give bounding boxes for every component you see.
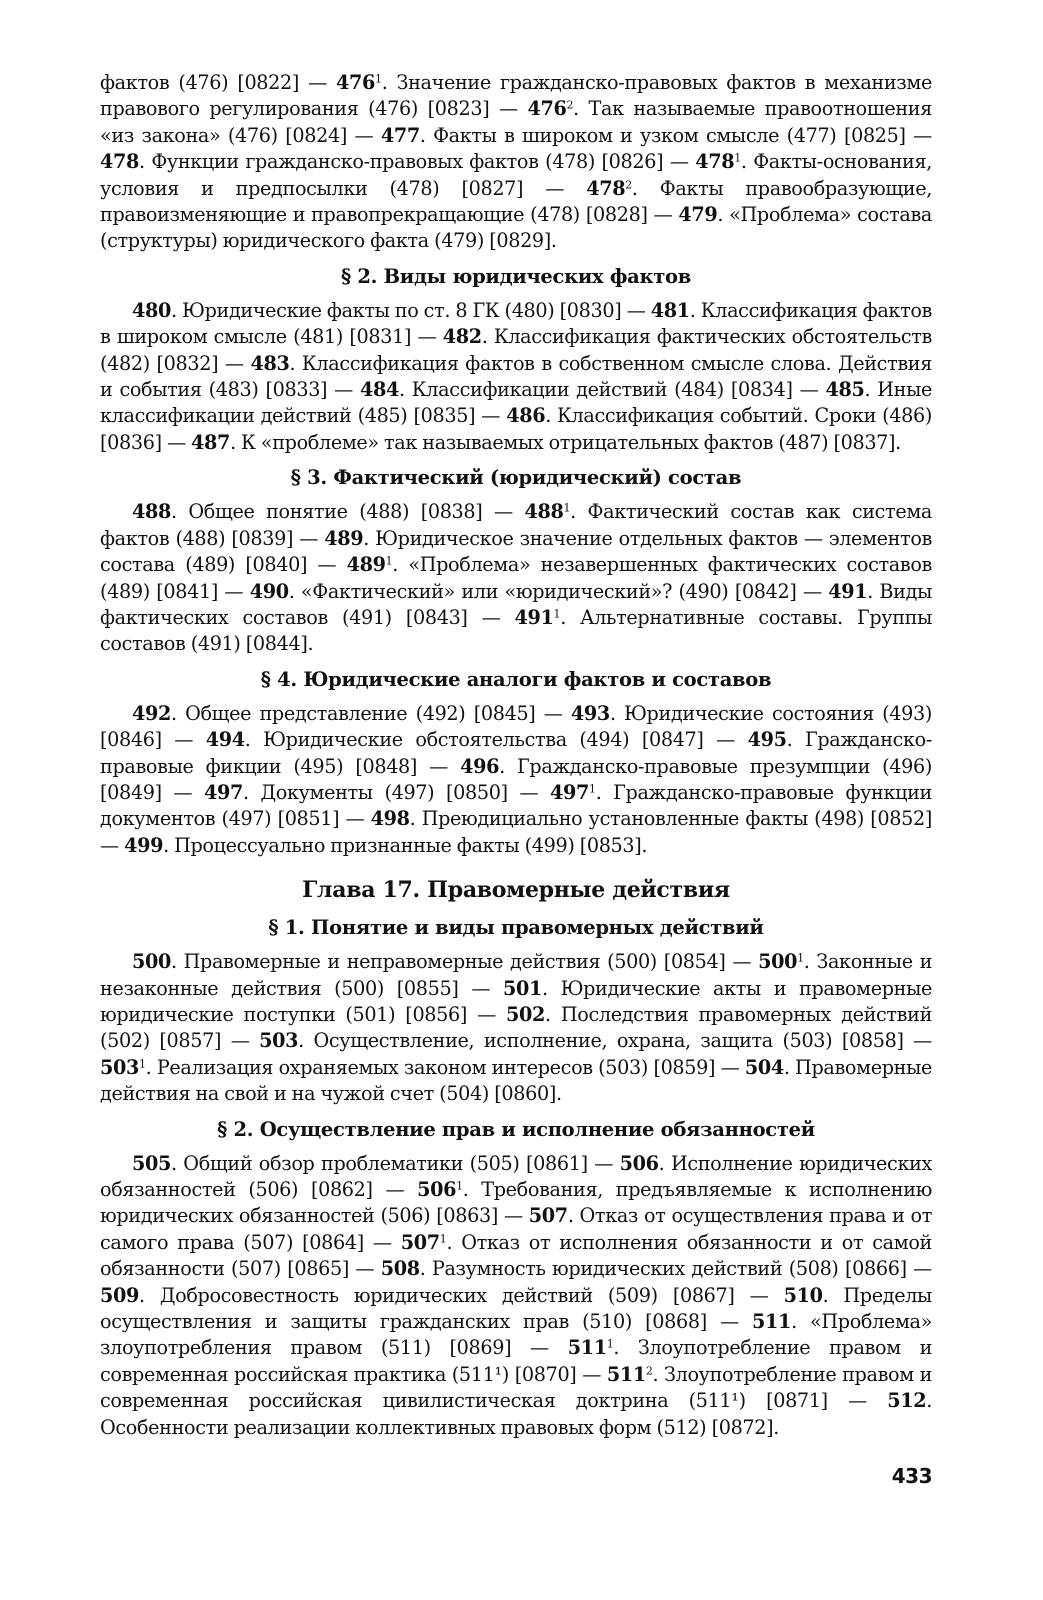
section-number: 486 [506,404,546,428]
text-run: . Законные и незаконные действия (500) [0855] — [100,950,933,1000]
text-run: . Общий обзор проблематики (505) [0861] — [171,1151,620,1175]
section-number: 477 [380,123,420,147]
section-number: 490 [249,579,289,603]
text-run: . «Фактический» или «юридический»? (490) [0842] — [288,579,829,603]
text-run: . Правомерные действия на свой и на чужой счет (504) [0860]. [100,1055,932,1106]
text-run: . Гражданско-правовые фикции (495) [0848] — [100,728,933,778]
text-run: . Так называемые правоотношения «из закона» (476) [0824] — [100,97,932,147]
text-run: . Юридические состояния (493) [0846] — [100,701,932,752]
text-run: . «Проблема» состава (структуры) юридического факта (479) [0829]. [100,203,932,253]
paragraph [100,701,932,859]
section-number: 478 [586,176,626,200]
section-number: 492 [132,701,172,725]
text-run: . Отказ от исполнения обязанности и от самой обязанности (507) [0865] — [100,1230,932,1281]
text-run: . Разумность юридических действий (508) [0866] — [419,1257,932,1281]
text-run: . Фактический состав как система фактов (488) [0839] — [100,500,932,550]
text-run: . Правомерные и неправомерные действия (500) [0854] — [171,950,759,974]
text-run: . Общее представление (492) [0845] — [171,701,571,725]
section-heading: § 2. Осуществление прав и исполнение обязанностей [217,1117,815,1141]
text-run: . Особенности реализации коллективных правовых форм (512) [0872]. [100,1389,932,1439]
section-number: 511 [567,1336,607,1360]
section-number: 502 [506,1002,546,1026]
text-run: . Иные классификации действий (485) [0835] — [100,378,933,428]
section-number: 506 [417,1178,457,1201]
text-run: . Злоупотребление правом и современная российская практика (511¹) [0870] — [100,1336,933,1386]
text-run: . Гражданско-правовые функции документов (497) [0851] — [100,780,932,831]
paragraph [100,1151,932,1441]
section-heading: § 2. Виды юридических фактов [340,264,692,288]
section-number: 498 [370,807,410,831]
page-number: 433 [891,1464,932,1488]
section-number: 480 [132,298,172,322]
text-run: . Классификация фактических обстоятельств (482) [0832] — [100,325,932,375]
text-run: . Злоупотребление правом и современная российская цивилистическая доктрина (511¹) [0871] — [100,1362,933,1413]
superscript: 1 [563,501,571,515]
section-number: 505 [132,1151,172,1175]
section-number: 482 [442,325,482,349]
text-run: . Функции гражданско-правовых фактов (478) [0826] — [139,150,696,174]
section-number: 500 [758,950,798,974]
superscript: 1 [439,1232,447,1246]
section-heading: § 3. Фактический (юридический) состав [290,466,742,490]
superscript: 1 [139,1057,146,1071]
text-run: . Юридические факты по ст. 8 ГК (480) [0830] — [171,298,651,322]
text-run: . Юридическое значение отдельных фактов — элементов состава (489) [0840] — [100,526,933,577]
text-run: . Факты правообразующие, правоизменяющие и правопрекращающие (478) [0828] — [100,176,933,227]
section-number: 494 [205,728,245,752]
section-number: 503 [259,1029,299,1053]
superscript: 1 [385,554,393,568]
section-number: 504 [744,1055,784,1079]
section-number: 499 [124,833,164,857]
paragraph [100,499,932,657]
text-run: . Преюдициально установленные факты (498) [0852] — [100,807,932,857]
text-run: . Значение гражданско-правовых фактов в механизме правового регулирования (476) [0823] — [100,71,933,121]
section-number: 485 [825,378,865,402]
superscript: 1 [375,72,382,86]
section-number: 476 [336,71,376,94]
section-number: 488 [524,500,564,524]
section-number: 491 [514,605,554,629]
text-run: . Общее понятие (488) [0838] — [171,500,525,524]
paragraph [100,70,932,255]
text-run: . «Проблема» незавершенных фактических составов (489) [0841] — [100,553,932,603]
text-run: . Процессуально признанные факты (499) [0853]. [163,833,648,857]
section-number: 493 [570,701,610,725]
section-number: 478 [100,150,140,174]
section-number: 512 [887,1389,927,1413]
superscript: 2 [645,1364,653,1378]
section-number: 510 [783,1283,823,1307]
text-run: . Альтернативные составы. Группы составов (491) [0844]. [100,605,932,656]
text-run: . Классификация фактов в широком смысле (481) [0831] — [100,298,932,349]
superscript: 1 [553,607,561,621]
section-number: 481 [650,298,690,322]
text-run: . Виды фактических составов (491) [0843] — [100,579,932,629]
section-number: 476 [527,97,567,121]
section-number: 511 [752,1310,792,1334]
text-run: . Требования, предъявляемые к исполнению юридических обязанностей (506) [0863] — [100,1178,932,1228]
text-run: . Юридические обстоятельства (494) [0847] — [244,728,748,752]
superscript: 1 [456,1179,463,1193]
section-number: 489 [324,526,364,550]
text-run: . Реализация охраняемых законом интересов (503) [0859] — [145,1055,745,1079]
section-number: 495 [747,728,787,752]
section-number: 509 [100,1283,140,1307]
text-run: . Юридические акты и правомерные юридические поступки (501) [0856] — [100,976,933,1026]
section-number: 491 [828,579,868,603]
section-heading: § 1. Понятие и виды правомерных действий [268,916,764,940]
text-run: . Классификация фактов в собственном смысле слова. Действия и события (483) [0833] — [100,351,932,402]
text-run: . Отказ от осуществления права и от самого права (507) [0864] — [100,1204,932,1254]
section-number: 497 [550,780,590,804]
text-run: . Документы (497) [0850] — [243,780,551,804]
text-run: . Пределы осуществления и защиты гражданских прав (510) [0868] — [100,1283,932,1334]
section-number: 507 [400,1230,440,1254]
section-number: 484 [360,378,400,402]
section-number: 508 [380,1257,420,1281]
section-number: 503 [100,1055,140,1079]
section-number: 478 [695,150,735,174]
page-content [100,70,932,1441]
section-number: 489 [346,553,386,577]
section-number: 496 [460,754,500,778]
text-run: . Гражданско-правовые презумпции (496) [0849] — [100,754,932,804]
section-number: 501 [502,976,542,1000]
section-heading: § 4. Юридические аналоги фактов и составов [260,667,772,691]
text-run: . Факты-основания, условия и предпосылки (478) [0827] — [100,150,932,200]
text-run: . К «проблеме» так называемых отрицательных фактов (487) [0837]. [230,430,901,454]
section-number: 500 [132,950,172,974]
text-run: . Классификация событий. Сроки (486) [0836] — [100,404,932,454]
chapter-heading: Глава 17. Правомерные действия [302,877,730,904]
section-number: 487 [191,430,231,454]
paragraph [100,949,932,1107]
superscript: 1 [606,1337,614,1351]
paragraph [100,298,932,456]
text-run: . Осуществление, исполнение, охрана, защита (503) [0858] — [298,1029,932,1053]
text-run: фактов (476) [0822] — [100,71,337,94]
section-number: 483 [250,351,290,375]
section-number: 497 [204,780,244,804]
text-run: . Исполнение юридических обязанностей (506) [0862] — [100,1151,932,1201]
text-run: . «Проблема» злоупотребления правом (511) [0869] — [100,1310,932,1360]
text-run: . Факты в широком и узком смысле (477) [0825] — [419,123,932,147]
section-number: 511 [606,1362,646,1386]
section-number: 507 [528,1204,568,1228]
superscript: 2 [625,178,632,192]
section-number: 488 [132,500,172,524]
superscript: 1 [734,151,741,165]
section-number: 506 [619,1151,659,1175]
section-number: 479 [678,203,718,227]
text-run: . Добросовестность юридических действий (509) [0867] — [139,1283,784,1307]
text-run: . Последствия правомерных действий (502) [0857] — [100,1002,933,1053]
text-run: . Классификации действий (484) [0834] — [399,378,826,402]
superscript: 1 [797,951,804,965]
superscript: 2 [566,98,574,112]
superscript: 1 [589,782,596,796]
